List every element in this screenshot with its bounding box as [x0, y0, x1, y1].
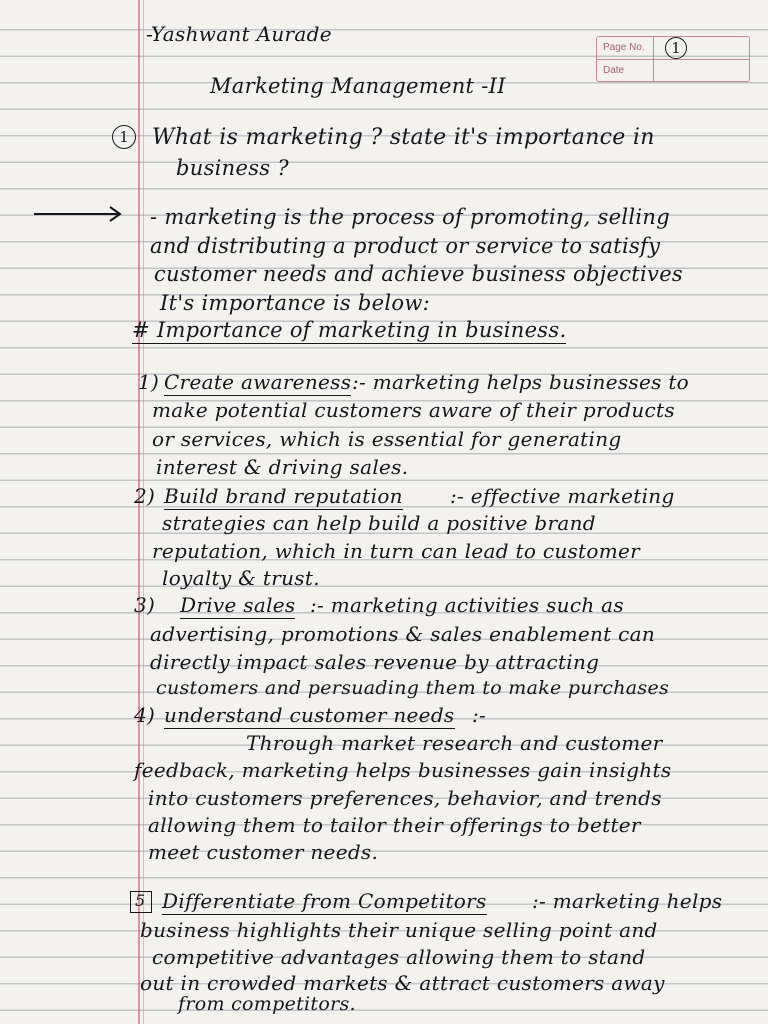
point-5-line-3: competitive advantages allowing them to stand	[152, 945, 646, 969]
answer-intro-line-2: and distributing a product or service to satisfy	[150, 234, 661, 258]
point-2-title: Build brand reputation	[164, 484, 403, 508]
point-2-line-1: :- effective marketing	[450, 484, 675, 508]
page-box-divider	[597, 59, 749, 60]
point-1-line-4: interest & driving sales.	[156, 455, 409, 479]
point-5-line-5: from competitors.	[178, 993, 356, 1015]
point-5-line-1: :- marketing helps	[532, 889, 723, 913]
arrow-icon	[32, 204, 128, 224]
date-label: Date	[603, 65, 625, 76]
point-4-line-3: feedback, marketing helps businesses gain insights	[134, 758, 672, 782]
point-4-line-5: allowing them to tailor their offerings to better	[148, 813, 641, 837]
point-5-line-4: out in crowded markets & attract customers away	[140, 971, 665, 995]
margin-line-inner	[143, 0, 144, 1024]
margin-line	[138, 0, 140, 1024]
point-3-number: 3)	[134, 593, 156, 617]
point-3-line-2: advertising, promotions & sales enablement can	[150, 622, 656, 646]
point-4-line-4: into customers preferences, behavior, and trends	[148, 786, 662, 810]
point-1-line-1: :- marketing helps businesses to	[352, 370, 689, 394]
point-4-number: 4)	[134, 703, 156, 727]
point-3-line-3: directly impact sales revenue by attracting	[150, 650, 600, 674]
point-2-line-4: loyalty & trust.	[162, 566, 320, 590]
author-name: -Yashwant Aurade	[146, 22, 332, 46]
answer-intro-line-3: customer needs and achieve business objectives	[154, 262, 684, 286]
page-box-separator	[653, 37, 654, 81]
point-1-number: 1)	[138, 370, 160, 394]
point-4-title: understand customer needs	[164, 703, 455, 727]
point-1-line-2: make potential customers aware of their products	[152, 398, 675, 422]
page-title: Marketing Management -II	[210, 74, 506, 98]
page-number: 1	[665, 37, 687, 59]
importance-heading: # Importance of marketing in business.	[132, 318, 567, 342]
point-3-line-4: customers and persuading them to make purchases	[156, 677, 670, 699]
point-1-line-3: or services, which is essential for generating	[152, 427, 622, 451]
answer-intro-line-1: - marketing is the process of promoting, selling	[150, 205, 670, 229]
question-number: 1	[112, 125, 136, 149]
page-no-label: Page No.	[603, 42, 645, 53]
question-line-1: What is marketing ? state it's importance in	[152, 125, 655, 150]
question-line-2: business ?	[176, 156, 289, 180]
point-5-title: Differentiate from Competitors	[162, 889, 487, 913]
page-number-box	[596, 36, 750, 82]
point-2-number: 2)	[134, 484, 156, 508]
point-2-line-2: strategies can help build a positive brand	[162, 511, 596, 535]
point-3-line-1: :- marketing activities such as	[310, 593, 624, 617]
point-1-title: Create awareness	[164, 370, 352, 394]
point-4-line-2: Through market research and customer	[246, 731, 663, 755]
point-4-line-6: meet customer needs.	[148, 840, 379, 864]
point-5-number: 5	[135, 891, 146, 910]
point-4-line-1: :-	[472, 703, 487, 727]
point-5-line-2: business highlights their unique selling point and	[140, 918, 658, 942]
point-2-line-3: reputation, which in turn can lead to customer	[152, 539, 640, 563]
point-3-title: Drive sales	[180, 593, 296, 617]
answer-intro-line-4: It's importance is below:	[160, 291, 431, 315]
